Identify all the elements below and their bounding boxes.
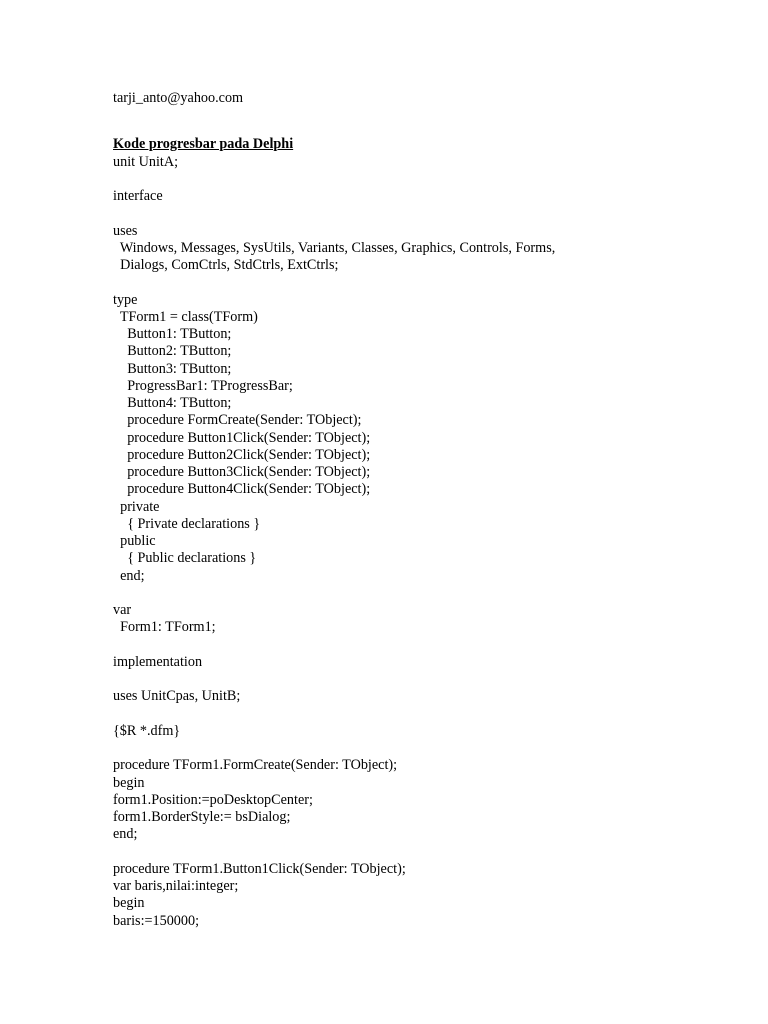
document-page: [113, 90, 733, 930]
spacer: [113, 107, 733, 136]
author-email: tarji_anto@yahoo.com: [113, 90, 244, 106]
code-line: { Private declarations }: [113, 515, 261, 532]
code-line: end;: [113, 567, 145, 584]
code-line: [113, 205, 733, 222]
code-line: procedure Button4Click(Sender: TObject);: [113, 481, 371, 498]
code-line: [113, 844, 733, 861]
code-line: form1.Position:=poDesktopCenter;: [113, 791, 313, 808]
code-line: interface: [113, 188, 163, 204]
code-line: procedure TForm1.Button1Click(Sender: TObject);: [113, 860, 406, 877]
code-line: type: [113, 291, 138, 308]
code-line: procedure FormCreate(Sender: TObject);: [113, 412, 362, 429]
code-line: end;: [113, 826, 138, 843]
code-line: [113, 706, 733, 723]
document-title: Kode progresbar pada Delphi: [113, 136, 294, 153]
code-line: unit UnitA;: [113, 153, 179, 170]
code-line: Dialogs, ComCtrls, StdCtrls, ExtCtrls;: [113, 257, 339, 273]
code-line: [113, 274, 733, 291]
code-line: Button3: TButton;: [113, 360, 232, 377]
code-line: uses UnitCpas, UnitB;: [113, 688, 241, 705]
code-line: [113, 585, 733, 602]
code-line: form1.BorderStyle:= bsDialog;: [113, 809, 291, 825]
code-line: [113, 671, 733, 688]
code-line: Button2: TButton;: [113, 343, 232, 360]
code-line: public: [113, 533, 156, 549]
code-line: [113, 740, 733, 757]
code-line: procedure Button3Click(Sender: TObject);: [113, 464, 371, 480]
code-line: [113, 171, 733, 188]
code-line: baris:=150000;: [113, 912, 200, 929]
code-line: private: [113, 498, 160, 515]
code-line: {$R *.dfm}: [113, 722, 181, 739]
code-block: [113, 154, 733, 930]
code-line: implementation: [113, 653, 203, 670]
code-line: TForm1 = class(TForm): [113, 308, 258, 325]
code-line: ProgressBar1: TProgressBar;: [113, 377, 293, 394]
code-line: { Public declarations }: [113, 550, 257, 567]
code-line: begin: [113, 774, 145, 791]
code-line: var: [113, 602, 132, 618]
code-line: Button4: TButton;: [113, 395, 232, 411]
code-line: Windows, Messages, SysUtils, Variants, Classes, Graphics, Controls, Forms,: [113, 239, 556, 256]
code-line: procedure Button2Click(Sender: TObject);: [113, 446, 371, 463]
code-line: uses: [113, 222, 138, 239]
code-line: [113, 637, 733, 654]
code-line: Form1: TForm1;: [113, 619, 216, 636]
code-line: procedure TForm1.FormCreate(Sender: TObject);: [113, 757, 398, 774]
code-line: var baris,nilai:integer;: [113, 878, 239, 894]
code-line: procedure Button1Click(Sender: TObject);: [113, 429, 371, 446]
code-line: Button1: TButton;: [113, 326, 232, 342]
code-line: begin: [113, 895, 145, 912]
